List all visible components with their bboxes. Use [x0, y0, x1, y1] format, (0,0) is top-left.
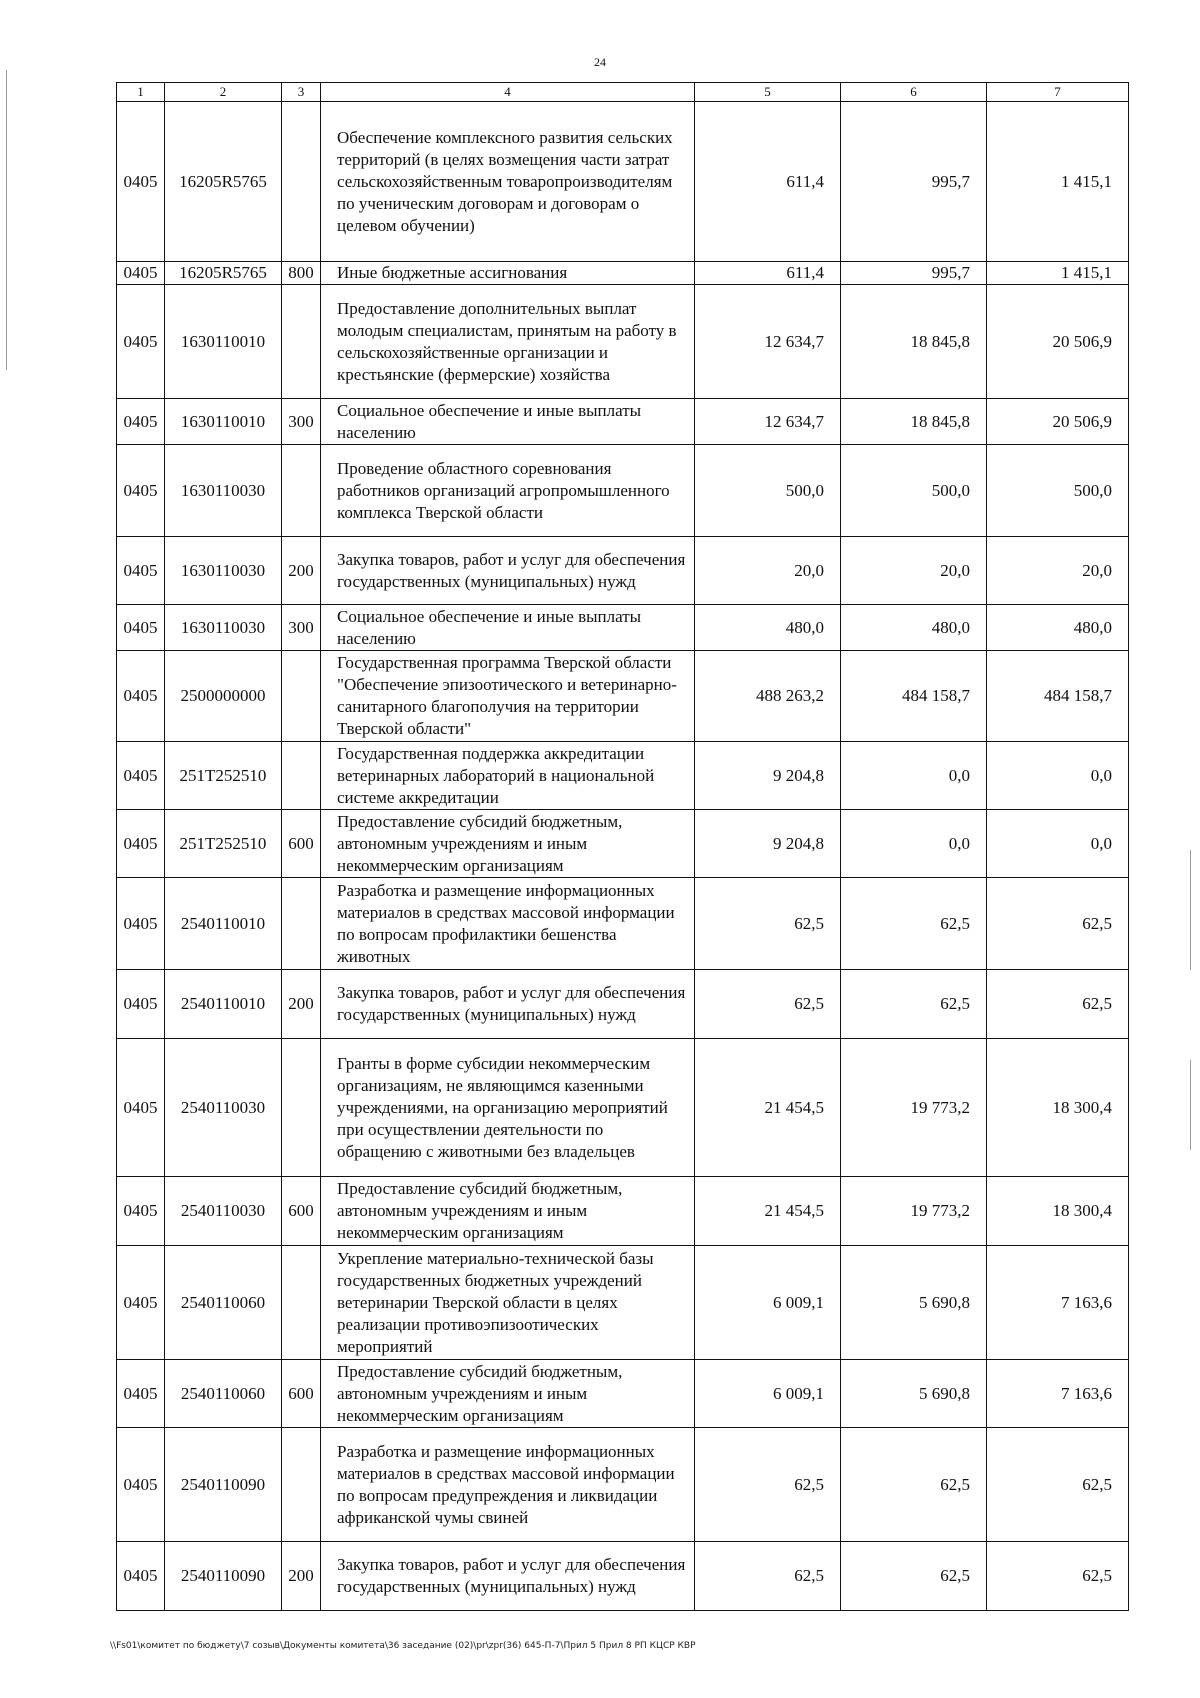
item-name: Укрепление материально-технической базы государственных бюджетных учреждений ветеринарии Тверской области в целях реализации противоэпизоотических мероприятий — [321, 1246, 695, 1360]
amount-year-2: 19 773,2 — [841, 1177, 987, 1246]
amount-year-2: 0,0 — [841, 810, 987, 878]
section-code: 0405 — [117, 1542, 165, 1611]
table-row — [117, 1428, 1129, 1542]
target-article-code: 2540110010 — [165, 970, 282, 1039]
section-code: 0405 — [117, 445, 165, 537]
expense-kind-code — [282, 285, 321, 399]
item-name: Предоставление субсидий бюджетным, автономным учреждениям и иным некоммерческим организациям — [321, 1360, 695, 1428]
amount-year-3: 1 415,1 — [987, 262, 1129, 285]
table-row — [117, 1039, 1129, 1177]
expense-kind-code: 200 — [282, 1542, 321, 1611]
amount-year-1: 6 009,1 — [695, 1360, 841, 1428]
expense-kind-code: 200 — [282, 970, 321, 1039]
amount-year-1: 12 634,7 — [695, 285, 841, 399]
item-name: Предоставление субсидий бюджетным, автономным учреждениям и иным некоммерческим организациям — [321, 1177, 695, 1246]
column-header: 7 — [987, 83, 1129, 102]
table-row — [117, 970, 1129, 1039]
target-article-code: 251T252510 — [165, 742, 282, 810]
section-code: 0405 — [117, 262, 165, 285]
expense-kind-code: 200 — [282, 537, 321, 605]
item-name: Предоставление дополнительных выплат молодым специалистам, принятым на работу в сельскохозяйственные организации и крестьянские (фермерские) хозяйства — [321, 285, 695, 399]
column-header: 3 — [282, 83, 321, 102]
item-name: Обеспечение комплексного развития сельских территорий (в целях возмещения части затрат сельскохозяйственным товаропроизводителям по ученическим договорам и договорам о целевом обучении) — [321, 102, 695, 262]
amount-year-3: 0,0 — [987, 810, 1129, 878]
column-number-row — [117, 83, 1129, 102]
expense-kind-code: 300 — [282, 605, 321, 651]
item-name: Закупка товаров, работ и услуг для обеспечения государственных (муниципальных) нужд — [321, 537, 695, 605]
file-path-footer: \\Fs01\комитет по бюджету\7 созыв\Документы комитета\36 заседание (02)\pr\zpr(36) 645-П-7\Прил 5 Прил 8 РП КЦСР КВР — [110, 1641, 696, 1651]
amount-year-2: 18 845,8 — [841, 285, 987, 399]
target-article-code: 2540110030 — [165, 1039, 282, 1177]
expense-kind-code — [282, 102, 321, 262]
item-name: Предоставление субсидий бюджетным, автономным учреждениям и иным некоммерческим организациям — [321, 810, 695, 878]
amount-year-2: 19 773,2 — [841, 1039, 987, 1177]
amount-year-2: 5 690,8 — [841, 1360, 987, 1428]
table-row — [117, 399, 1129, 445]
amount-year-1: 611,4 — [695, 262, 841, 285]
item-name: Социальное обеспечение и иные выплаты населению — [321, 399, 695, 445]
amount-year-1: 62,5 — [695, 878, 841, 970]
expense-kind-code — [282, 742, 321, 810]
section-code: 0405 — [117, 1177, 165, 1246]
item-name: Разработка и размещение информационных материалов в средствах массовой информации по вопросам профилактики бешенства животных — [321, 878, 695, 970]
amount-year-2: 62,5 — [841, 878, 987, 970]
amount-year-3: 20 506,9 — [987, 399, 1129, 445]
item-name: Государственная поддержка аккредитации ветеринарных лабораторий в национальной системе аккредитации — [321, 742, 695, 810]
expense-kind-code — [282, 445, 321, 537]
amount-year-1: 21 454,5 — [695, 1177, 841, 1246]
item-name: Иные бюджетные ассигнования — [321, 262, 695, 285]
amount-year-2: 5 690,8 — [841, 1246, 987, 1360]
amount-year-2: 995,7 — [841, 262, 987, 285]
section-code: 0405 — [117, 1360, 165, 1428]
target-article-code: 1630110010 — [165, 285, 282, 399]
expense-kind-code: 600 — [282, 810, 321, 878]
amount-year-3: 62,5 — [987, 1428, 1129, 1542]
amount-year-1: 12 634,7 — [695, 399, 841, 445]
section-code: 0405 — [117, 970, 165, 1039]
amount-year-2: 62,5 — [841, 970, 987, 1039]
column-header: 5 — [695, 83, 841, 102]
expense-kind-code: 800 — [282, 262, 321, 285]
table-row — [117, 605, 1129, 651]
amount-year-3: 18 300,4 — [987, 1039, 1129, 1177]
column-header: 2 — [165, 83, 282, 102]
section-code: 0405 — [117, 102, 165, 262]
table-row — [117, 262, 1129, 285]
expense-kind-code — [282, 1428, 321, 1542]
amount-year-1: 62,5 — [695, 970, 841, 1039]
amount-year-3: 1 415,1 — [987, 102, 1129, 262]
scan-edge-mark — [6, 70, 7, 370]
amount-year-3: 484 158,7 — [987, 651, 1129, 742]
column-header: 1 — [117, 83, 165, 102]
target-article-code: 1630110030 — [165, 605, 282, 651]
amount-year-1: 480,0 — [695, 605, 841, 651]
item-name: Закупка товаров, работ и услуг для обеспечения государственных (муниципальных) нужд — [321, 970, 695, 1039]
expense-kind-code: 600 — [282, 1360, 321, 1428]
item-name: Социальное обеспечение и иные выплаты населению — [321, 605, 695, 651]
target-article-code: 16205R5765 — [165, 102, 282, 262]
target-article-code: 2540110010 — [165, 878, 282, 970]
target-article-code: 16205R5765 — [165, 262, 282, 285]
target-article-code: 2540110090 — [165, 1542, 282, 1611]
amount-year-1: 611,4 — [695, 102, 841, 262]
amount-year-1: 20,0 — [695, 537, 841, 605]
amount-year-1: 6 009,1 — [695, 1246, 841, 1360]
section-code: 0405 — [117, 399, 165, 445]
amount-year-1: 62,5 — [695, 1542, 841, 1611]
item-name: Закупка товаров, работ и услуг для обеспечения государственных (муниципальных) нужд — [321, 1542, 695, 1611]
amount-year-2: 20,0 — [841, 537, 987, 605]
item-name: Государственная программа Тверской области "Обеспечение эпизоотического и ветеринарно-санитарного благополучия на территории Тверской области" — [321, 651, 695, 742]
scan-edge-mark — [1190, 850, 1191, 970]
target-article-code: 2540110090 — [165, 1428, 282, 1542]
table-row — [117, 537, 1129, 605]
expense-kind-code — [282, 651, 321, 742]
item-name: Проведение областного соревнования работников организаций агропромышленного комплекса Тверской области — [321, 445, 695, 537]
section-code: 0405 — [117, 537, 165, 605]
amount-year-2: 484 158,7 — [841, 651, 987, 742]
amount-year-3: 480,0 — [987, 605, 1129, 651]
table-row — [117, 878, 1129, 970]
amount-year-1: 9 204,8 — [695, 742, 841, 810]
amount-year-2: 18 845,8 — [841, 399, 987, 445]
target-article-code: 1630110010 — [165, 399, 282, 445]
section-code: 0405 — [117, 285, 165, 399]
section-code: 0405 — [117, 651, 165, 742]
amount-year-3: 20 506,9 — [987, 285, 1129, 399]
page-number: 24 — [594, 55, 606, 69]
target-article-code: 2540110060 — [165, 1360, 282, 1428]
scan-edge-mark — [1190, 1060, 1191, 1150]
amount-year-2: 500,0 — [841, 445, 987, 537]
target-article-code: 1630110030 — [165, 537, 282, 605]
section-code: 0405 — [117, 1428, 165, 1542]
expense-kind-code — [282, 1039, 321, 1177]
amount-year-2: 995,7 — [841, 102, 987, 262]
item-name: Гранты в форме субсидии некоммерческим организациям, не являющимся казенными учреждениями, на организацию мероприятий при осуществлении деятельности по обращению с животными без владельцев — [321, 1039, 695, 1177]
table-row — [117, 1542, 1129, 1611]
amount-year-2: 480,0 — [841, 605, 987, 651]
amount-year-1: 500,0 — [695, 445, 841, 537]
amount-year-1: 9 204,8 — [695, 810, 841, 878]
table-row — [117, 651, 1129, 742]
section-code: 0405 — [117, 810, 165, 878]
amount-year-1: 488 263,2 — [695, 651, 841, 742]
column-header: 6 — [841, 83, 987, 102]
amount-year-3: 20,0 — [987, 537, 1129, 605]
amount-year-2: 62,5 — [841, 1428, 987, 1542]
table-row — [117, 285, 1129, 399]
section-code: 0405 — [117, 742, 165, 810]
target-article-code: 2540110030 — [165, 1177, 282, 1246]
table-row — [117, 1360, 1129, 1428]
table-row — [117, 102, 1129, 262]
section-code: 0405 — [117, 1246, 165, 1360]
amount-year-2: 62,5 — [841, 1542, 987, 1611]
amount-year-2: 0,0 — [841, 742, 987, 810]
amount-year-3: 18 300,4 — [987, 1177, 1129, 1246]
budget-allocation-table — [116, 82, 1129, 1611]
amount-year-3: 7 163,6 — [987, 1360, 1129, 1428]
expense-kind-code: 300 — [282, 399, 321, 445]
item-name: Разработка и размещение информационных материалов в средствах массовой информации по вопросам предупреждения и ликвидации африканской чумы свиней — [321, 1428, 695, 1542]
section-code: 0405 — [117, 605, 165, 651]
table-row — [117, 445, 1129, 537]
target-article-code: 2540110060 — [165, 1246, 282, 1360]
target-article-code: 251T252510 — [165, 810, 282, 878]
amount-year-3: 62,5 — [987, 970, 1129, 1039]
expense-kind-code — [282, 878, 321, 970]
target-article-code: 1630110030 — [165, 445, 282, 537]
amount-year-3: 500,0 — [987, 445, 1129, 537]
amount-year-3: 62,5 — [987, 1542, 1129, 1611]
target-article-code: 2500000000 — [165, 651, 282, 742]
amount-year-3: 0,0 — [987, 742, 1129, 810]
table-row — [117, 1177, 1129, 1246]
amount-year-1: 21 454,5 — [695, 1039, 841, 1177]
amount-year-3: 62,5 — [987, 878, 1129, 970]
amount-year-3: 7 163,6 — [987, 1246, 1129, 1360]
section-code: 0405 — [117, 878, 165, 970]
table-row — [117, 742, 1129, 810]
expense-kind-code: 600 — [282, 1177, 321, 1246]
section-code: 0405 — [117, 1039, 165, 1177]
table-row — [117, 810, 1129, 878]
amount-year-1: 62,5 — [695, 1428, 841, 1542]
table-row — [117, 1246, 1129, 1360]
column-header: 4 — [321, 83, 695, 102]
expense-kind-code — [282, 1246, 321, 1360]
